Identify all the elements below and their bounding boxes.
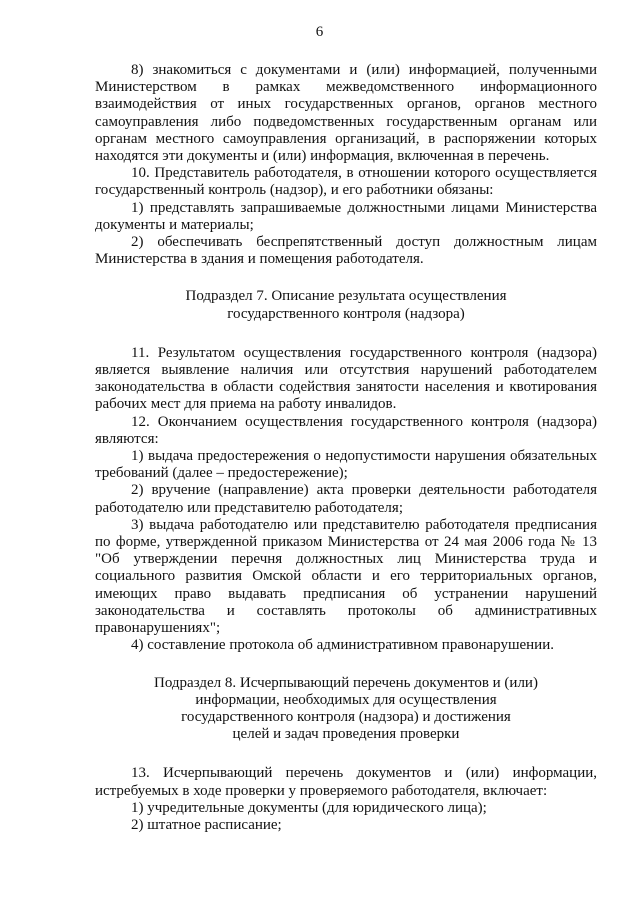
paragraph-12-item-1: 1) выдача предостережения о недопустимости нарушения обязательных требований (далее – предостережение); (95, 448, 597, 482)
paragraph-13: 13. Исчерпывающий перечень документов и (или) информации, истребуемых в ходе проверки у проверяемого работодателя, включает: (95, 765, 597, 799)
paragraph-item-8: 8) знакомиться с документами и (или) информацией, полученными Министерством в рамках межведомственного информационного взаимодействия от иных государственных органов, органов местного самоуправления либо подведомственных государственным органам или органам местного самоуправления организаций, в распоряжении которых находятся эти документы и (или) информация, включенная в перечень. (95, 62, 597, 165)
paragraph-12-item-2: 2) вручение (направление) акта проверки деятельности работодателя работодателю или представителю работодателя; (95, 482, 597, 516)
paragraph-12: 12. Окончанием осуществления государственного контроля (надзора) являются: (95, 413, 597, 447)
spacer (95, 655, 597, 675)
subsection-7-heading-line-1: Подраздел 7. Описание результата осуществления (185, 288, 507, 305)
paragraph-11: 11. Результатом осуществления государственного контроля (надзора) является выявление наличия или отсутствия нарушений работодателем законодательства в области содействия занятости населения и квотирования рабочих мест для приема на работу инвалидов. (95, 344, 597, 413)
paragraph-10-item-1: 1) представлять запрашиваемые должностными лицами Министерства документы и материалы; (95, 199, 597, 233)
paragraph-13-item-1: 1) учредительные документы (для юридического лица); (131, 799, 487, 816)
subsection-8-heading-line-2: информации, необходимых для осуществления (195, 691, 497, 708)
spacer (95, 323, 597, 345)
paragraph-12-item-3: 3) выдача работодателю или представителю работодателя предписания по форме, утвержденной приказом Министерства от 24 мая 2006 года № 13 "Об утверждении перечня должностных лиц Министерства труда и социального развития Омской области и его территориальных органов, имеющих право выдавать предписания об устранении нарушений законодательства и составлять протоколы об административных правонарушениях"; (95, 516, 597, 637)
document-body (95, 62, 597, 834)
subsection-8-heading-line-4: целей и задач проведения проверки (232, 726, 460, 743)
subsection-7-heading-line-2: государственного контроля (надзора) (227, 305, 465, 322)
paragraph-10-item-2: 2) обеспечивать беспрепятственный доступ должностным лицам Министерства в здания и помещения работодателя. (95, 234, 597, 268)
subsection-8-heading-line-1: Подраздел 8. Исчерпывающий перечень документов и (или) (154, 674, 538, 691)
paragraph-13-item-2: 2) штатное расписание; (131, 816, 282, 833)
subsection-7-heading (95, 288, 597, 322)
spacer (95, 743, 597, 765)
subsection-8-heading-line-3: государственного контроля (надзора) и достижения (181, 708, 511, 725)
subsection-8-heading (95, 675, 597, 744)
page-number: 6 (315, 24, 324, 40)
paragraph-12-item-4: 4) составление протокола об административном правонарушении. (131, 637, 554, 654)
paragraph-10: 10. Представитель работодателя, в отношении которого осуществляется государственный контроль (надзор), и его работники обязаны: (95, 165, 597, 199)
spacer (95, 268, 597, 288)
